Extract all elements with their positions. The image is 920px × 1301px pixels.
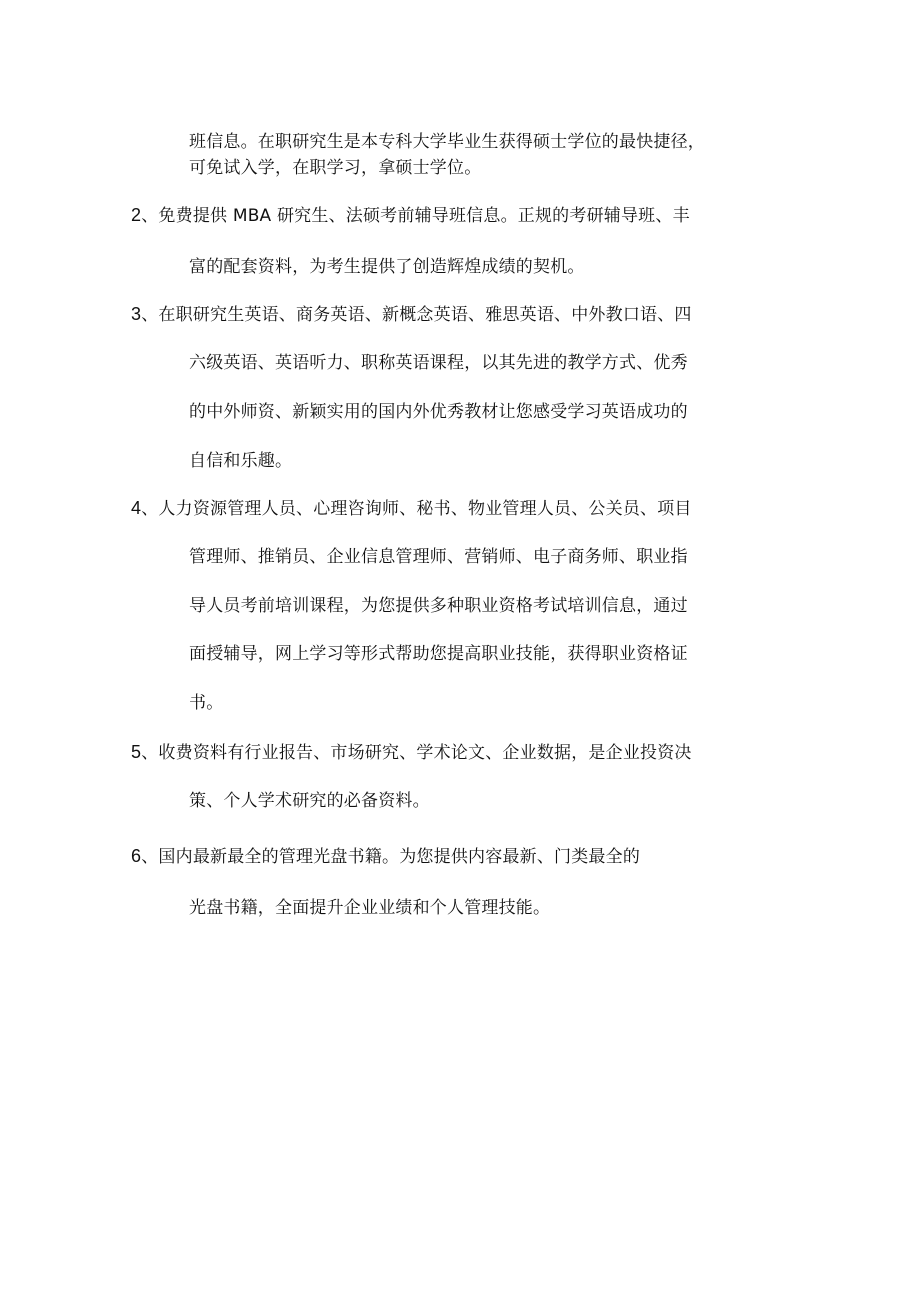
intro-line-2: 可免试入学，在职学习，拿硕士学位。	[189, 158, 482, 178]
intro-line-1: 班信息。在职研究生是本专科大学毕业生获得硕士学位的最快捷径，	[189, 132, 705, 152]
list-item-3-number: 3	[131, 304, 142, 324]
list-item-6-line-2: 光盘书籍，全面提升企业业绩和个人管理技能。	[189, 898, 551, 918]
list-item-3-line-1: 3、在职研究生英语、商务英语、新概念英语、雅思英语、中外教口语、四	[131, 304, 692, 325]
list-item-5-line-2: 策、个人学术研究的必备资料。	[189, 791, 430, 811]
list-item-5-number: 5	[131, 742, 142, 762]
list-item-4-line-2: 管理师、推销员、企业信息管理师、营销师、电子商务师、职业指	[189, 547, 688, 567]
list-item-6-number: 6	[131, 846, 142, 866]
list-item-4-line-3: 导人员考前培训课程，为您提供多种职业资格考试培训信息，通过	[189, 596, 688, 616]
list-item-4-line-1: 4、人力资源管理人员、心理咨询师、秘书、物业管理人员、公关员、项目	[131, 498, 692, 519]
list-item-4-number: 4	[131, 498, 142, 518]
list-item-2-number: 2	[131, 205, 142, 225]
list-item-4-line-4: 面授辅导，网上学习等形式帮助您提高职业技能，获得职业资格证	[189, 644, 688, 664]
list-item-2-line-2: 富的配套资料，为考生提供了创造辉煌成绩的契机。	[189, 257, 585, 277]
list-item-4-line-5: 书。	[189, 693, 224, 713]
list-item-3-line-3: 的中外师资、新颖实用的国内外优秀教材让您感受学习英语成功的	[189, 402, 688, 422]
list-item-2-line-1: 2、免费提供 MBA 研究生、法硕考前辅导班信息。正规的考研辅导班、丰	[131, 205, 690, 226]
list-item-3-line-2: 六级英语、英语听力、职称英语课程，以其先进的教学方式、优秀	[189, 353, 688, 373]
list-item-3-line-4: 自信和乐趣。	[189, 451, 293, 471]
list-item-6-line-1: 6、国内最新最全的管理光盘书籍。为您提供内容最新、门类最全的	[131, 846, 641, 867]
list-item-5-line-1: 5、收费资料有行业报告、市场研究、学术论文、企业数据，是企业投资决	[131, 742, 692, 763]
